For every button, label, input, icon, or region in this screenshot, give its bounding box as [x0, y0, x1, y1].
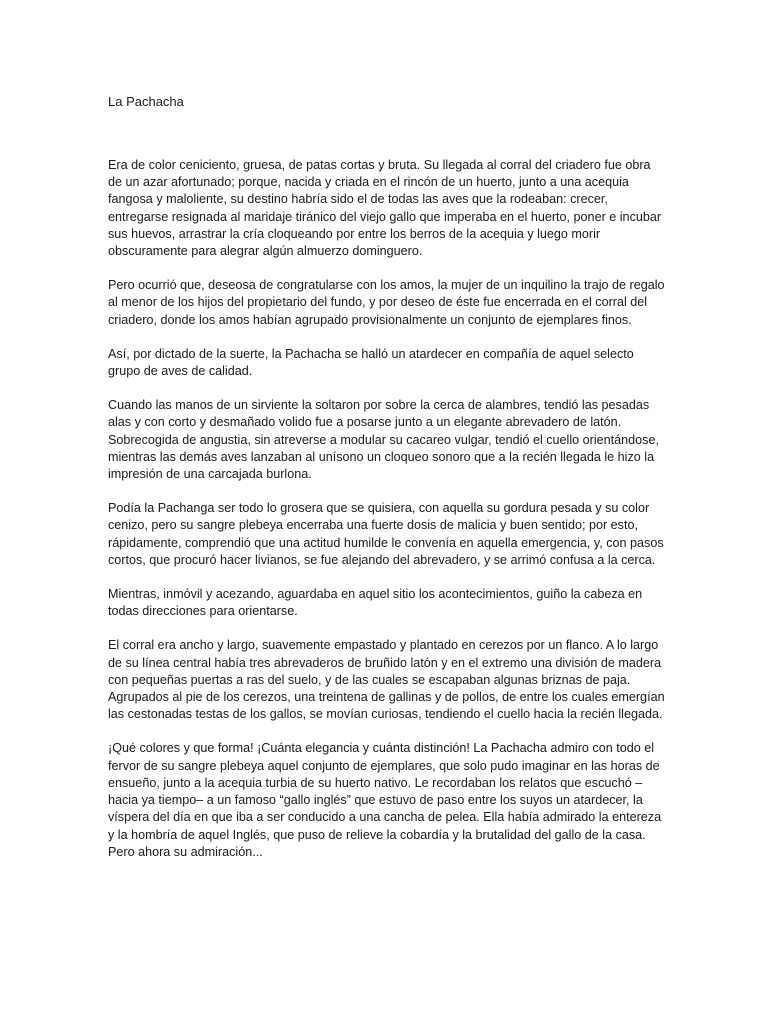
paragraph-5: Podía la Pachanga ser todo lo grosera que se quisiera, con aquella su gordura pesada y su color cenizo, pero su sangre plebeya encerraba una fuerte dosis de malicia y buen sentido; por esto, rápidamente, comprendió que una actitud humilde le convenía en aquella emergencia, y, con pasos cortos, que procuró hacer livianos, se fue alejando del abrevadero, y se arrimó confusa a la cerca. [108, 501, 664, 567]
paragraph-7: El corral era ancho y largo, suavemente empastado y plantado en cerezos por un flanco. A lo largo de su línea central había tres abrevaderos de bruñido latón y en el extremo una división de madera con pequeñas puertas a ras del suelo, y de las cuales se escapaban algunas briznas de paja. Agrupados al pie de los cerezos, una treintena de gallinas y de pollos, de entre los cuales emergían las cestonadas testas de los gallos, se movían curiosas, tendiendo el cuello hacia la recién llegada. [108, 638, 665, 722]
paragraph-4: Cuando las manos de un sirviente la soltaron por sobre la cerca de alambres, tendió las pesadas alas y con corto y desmañado volido fue a posarse junto a un elegante abrevadero de latón. Sobrecogida de angustia, sin atreverse a modular su cacareo vulgar, tendió el cuello orientándose, mientras las demás aves lanzaban al unísono un cloqueo sonoro que a la recién llegada le hizo la impresión de una carcajada burlona. [108, 398, 659, 482]
paragraph-6: Mientras, inmóvil y acezando, aguardaba en aquel sitio los acontecimientos, guiño la cabeza en todas direcciones para orientarse. [108, 587, 643, 619]
paragraph-8: ¡Qué colores y que forma! ¡Cuánta elegancia y cuánta distinción! La Pachacha admiro con todo el fervor de su sangre plebeya aquel conjunto de ejemplares, que solo pudo imaginar en las horas de ensueño, junto a la acequia turbia de su huerto nativo. Le recordaban los relatos que escuchó – hacia ya tiempo– a un famoso “gallo inglés” que estuvo de paso entre los suyos un atardecer, la víspera del día en que iba a ser conducido a una cancha de pelea. Ella había admirado la entereza y la hombría de aquel Inglés, que puso de relieve la cobardía y la brutalidad del gallo de la casa. Pero ahora su admiración... [108, 741, 662, 859]
paragraph-2: Pero ocurrió que, deseosa de congratularse con los amos, la mujer de un inquilino la trajo de regalo al menor de los hijos del propietario del fundo, y por deseo de éste fue encerrada en el corral del criadero, donde los amos habían agrupado provisionalmente un conjunto de ejemplares finos. [108, 278, 665, 327]
document-body [108, 157, 668, 878]
document-title: La Pachacha [108, 94, 184, 109]
paragraph-1: Era de color ceniciento, gruesa, de patas cortas y bruta. Su llegada al corral del criadero fue obra de un azar afortunado; porque, nacida y criada en el rincón de un huerto, junto a una acequia fangosa y maloliente, su destino habría sido el de todas las aves que la rodeaban: crecer, entregarse resignada al maridaje tiránico del viejo gallo que imperaba en el huerto, poner e incubar sus huevos, arrastrar la cría cloqueando por entre los berros de la acequia y luego morir obscuramente para alegrar algún almuerzo dominguero. [108, 158, 662, 259]
paragraph-3: Así, por dictado de la suerte, la Pachacha se halló un atardecer en compañía de aquel selecto grupo de aves de calidad. [108, 346, 634, 379]
